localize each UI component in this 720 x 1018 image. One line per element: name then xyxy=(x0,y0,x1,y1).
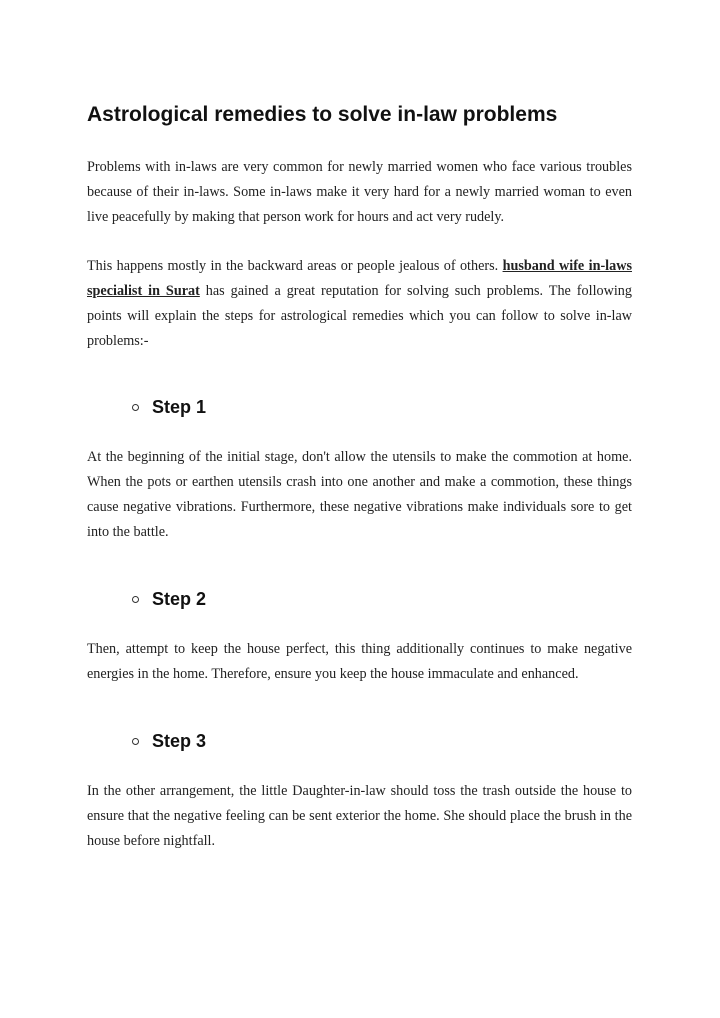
step-2-heading xyxy=(132,587,206,611)
hollow-circle-bullet-icon xyxy=(132,596,139,603)
hollow-circle-bullet-icon xyxy=(132,404,139,411)
paragraph-text-before-link: This happens mostly in the backward areas or people jealous of others. xyxy=(87,258,503,274)
step-2-label: Step 2 xyxy=(152,589,207,609)
step-1-paragraph: At the beginning of the initial stage, don't allow the utensils to make the commotion at home. When the pots or earthen utensils crash into one another and make a commotion, these things cause negative vibrations. Furthermore, these negative vibrations make individuals sore to get into the battle. xyxy=(87,449,632,540)
step-1-label: Step 1 xyxy=(152,397,207,417)
step-3-paragraph: In the other arrangement, the little Daughter-in-law should toss the trash outside the house to ensure that the negative feeling can be sent exterior the home. She should place the brush in the house before nightfall. xyxy=(87,783,632,849)
step-2-paragraph: Then, attempt to keep the house perfect, this thing additionally continues to make negative energies in the home. Therefore, ensure you keep the house immaculate and enhanced. xyxy=(87,641,632,682)
hollow-circle-bullet-icon xyxy=(132,738,139,745)
paragraph-text-after-link: has gained a great reputation for solving such problems. The following points will explain the steps for astrological remedies which you can follow to solve in-law problems:- xyxy=(87,283,632,349)
step-3-label: Step 3 xyxy=(152,731,207,751)
specialist-paragraph xyxy=(87,254,632,354)
intro-paragraph: Problems with in-laws are very common for newly married women who face various troubles because of their in-laws. Some in-laws make it very hard for a newly married woman to even live peacefully by making that person work for hours and act very rudely. xyxy=(87,159,632,225)
step-1-heading xyxy=(132,395,206,419)
specialist-link[interactable]: husband wife in-laws specialist in Surat xyxy=(87,258,632,299)
step-3-heading xyxy=(132,729,206,753)
page-title: Astrological remedies to solve in-law problems xyxy=(87,103,558,126)
